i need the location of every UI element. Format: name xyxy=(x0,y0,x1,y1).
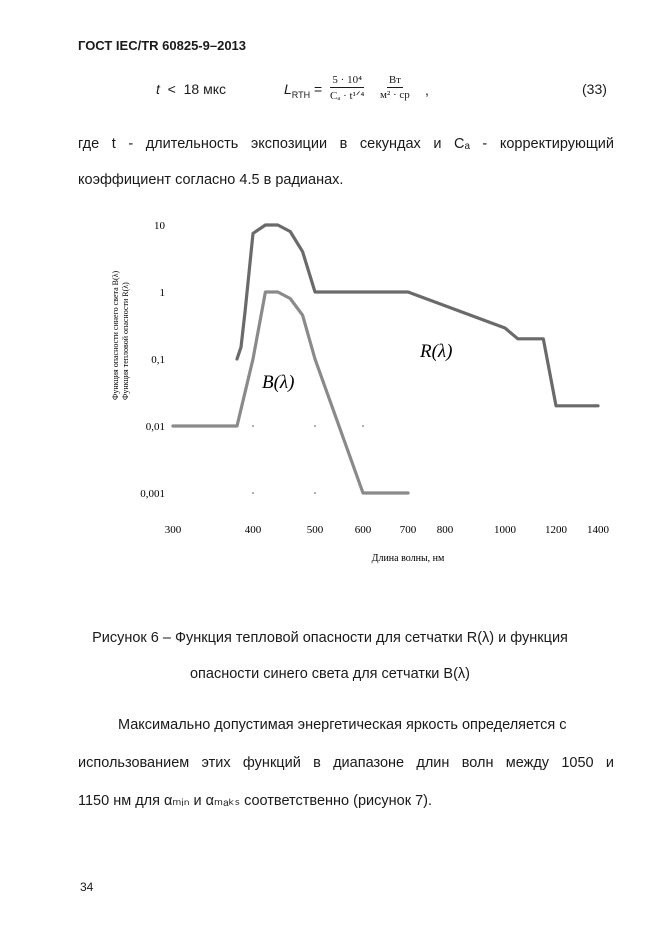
equation-comma: , xyxy=(425,82,429,98)
hazard-function-chart xyxy=(0,205,661,575)
paragraph-line: Максимально допустимая энергетическая яркость определяется с xyxy=(118,717,567,733)
paragraph-line: 1150 нм для αₘᵢₙ и αₘₐₖₛ соответственно (рисунок 7). xyxy=(78,793,432,809)
page-number: 34 xyxy=(80,880,94,894)
grid-dot xyxy=(252,425,254,427)
series-lines xyxy=(173,225,598,493)
equation-lhs: $L_{RTH}$ = xyxy=(284,81,323,100)
y-tick-labels xyxy=(140,220,165,500)
paragraph-line: использованием этих функций в диапазоне длин волн между 1050 и xyxy=(78,755,614,771)
figure-caption xyxy=(60,620,600,692)
y-tick-label: 0,001 xyxy=(140,488,165,500)
equation-fraction-1: 5 · 10⁴ Cₐ · t¹ᐟ⁴ xyxy=(330,74,365,102)
y-tick-label: 1 xyxy=(159,287,165,299)
paragraph-definitions xyxy=(78,126,614,198)
paragraph-line: коэффициент согласно 4.5 в радианах. xyxy=(78,172,344,188)
x-tick-label: 1200 xyxy=(545,524,567,536)
grid-dot xyxy=(362,425,364,427)
grid-dot xyxy=(314,425,316,427)
equation-33 xyxy=(0,74,661,114)
equation-fraction-units: Вт м² · ср xyxy=(380,74,410,101)
y-tick-label: 10 xyxy=(154,220,165,232)
caption-line: опасности синего света для сетчатки B(λ) xyxy=(189,666,471,682)
paragraph-mpe xyxy=(78,706,614,820)
document-header: ГОСТ IEC/TR 60825-9–2013 xyxy=(78,38,247,53)
x-tick-label: 300 xyxy=(164,524,182,536)
series-label-b: B(λ) xyxy=(262,372,295,393)
y-tick-label: 0,01 xyxy=(145,421,165,433)
y-tick-label: 0,1 xyxy=(151,354,165,366)
x-tick-label: 700 xyxy=(399,524,417,536)
x-axis-label: Длина волны, нм xyxy=(371,553,445,564)
x-tick-label: 600 xyxy=(354,524,372,536)
x-tick-label: 400 xyxy=(244,524,262,536)
grid-dots xyxy=(252,425,364,494)
x-tick-label: 1400 xyxy=(587,524,609,536)
grid-dot xyxy=(252,492,254,494)
caption-line: Рисунок 6 – Функция тепловой опасности для сетчатки R(λ) и функция xyxy=(92,630,568,646)
x-tick-labels xyxy=(165,524,610,536)
equation-condition: t < 18 мкс xyxy=(156,81,227,97)
x-tick-label: 500 xyxy=(306,524,324,536)
paragraph-line: где t - длительность экспозиции в секундах и Cₐ - корректирующий xyxy=(78,136,614,152)
equation-number: (33) xyxy=(582,81,607,97)
x-tick-label: 1000 xyxy=(494,524,516,536)
series-label-r: R(λ) xyxy=(420,341,453,362)
y-axis-label-blue: Функция опасности синего света B(λ) xyxy=(111,270,120,400)
y-axis-label-thermal: Функция тепловой опасности R(λ) xyxy=(121,282,130,400)
grid-dot xyxy=(314,492,316,494)
x-tick-label: 800 xyxy=(436,524,454,536)
